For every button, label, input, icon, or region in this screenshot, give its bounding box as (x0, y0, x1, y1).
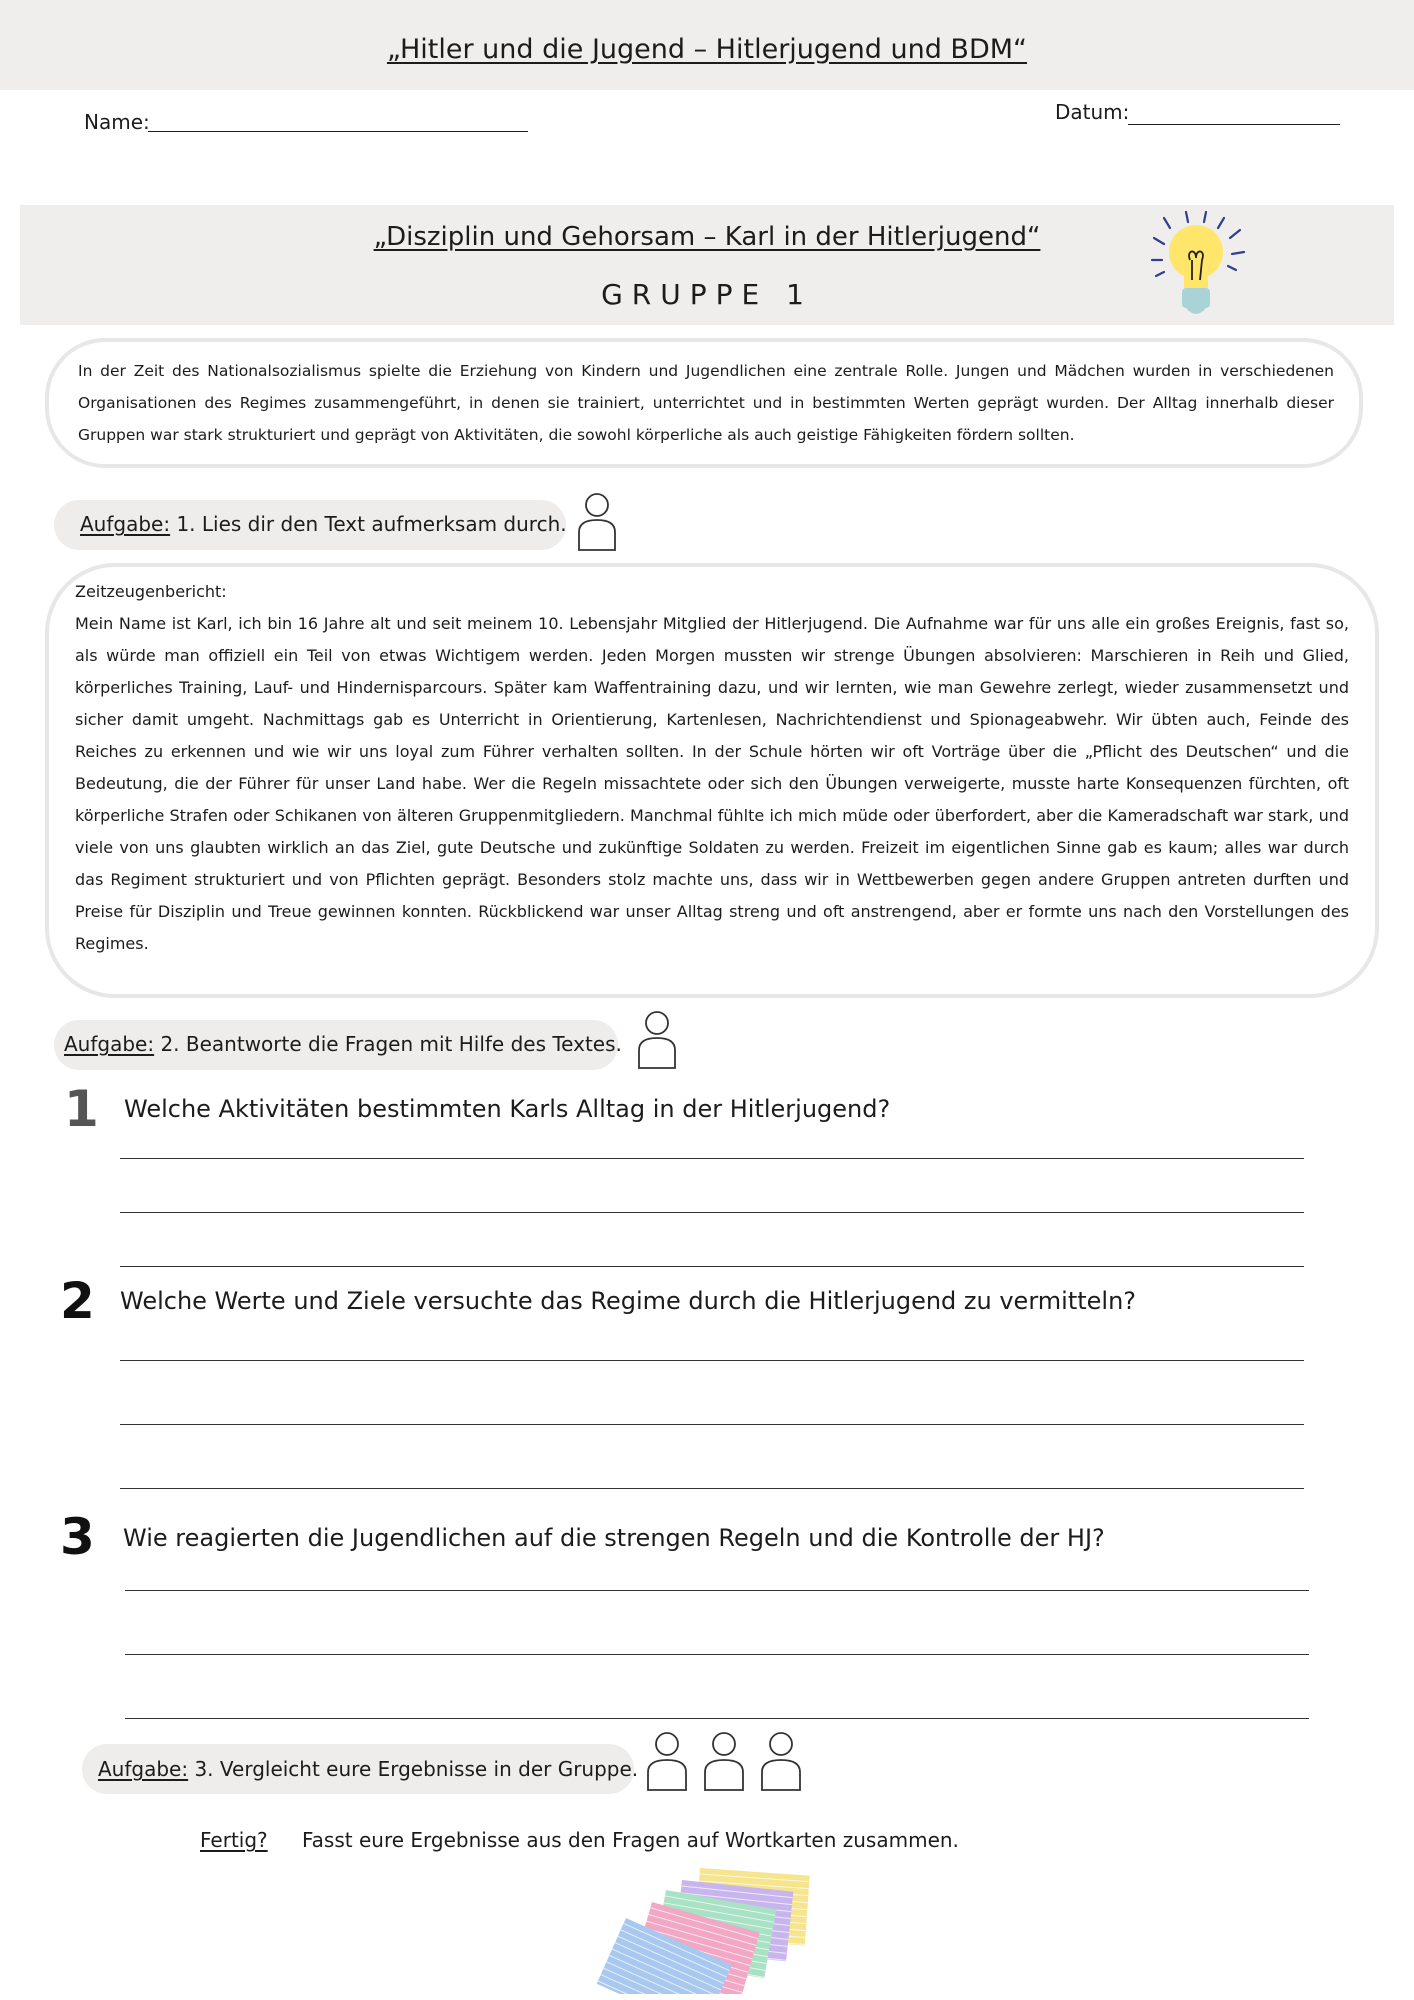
answer-line[interactable] (120, 1488, 1304, 1489)
finish-text: Fasst eure Ergebnisse aus den Fragen auf Wortkarten zusammen. (302, 1828, 959, 1852)
task-label: Aufgabe: (98, 1757, 189, 1781)
answer-line[interactable] (125, 1718, 1309, 1719)
worksheet-title: „Hitler und die Jugend – Hitlerjugend und BDM“ (386, 34, 1028, 65)
task-2-text (64, 1032, 622, 1056)
group-icon (644, 1730, 804, 1794)
finish-label: Fertig? (200, 1828, 268, 1852)
name-label: Name: (84, 110, 150, 134)
question-2-text: Welche Werte und Ziele versuchte das Regime durch die Hitlerjugend zu vermitteln? (120, 1287, 1137, 1315)
person-icon (634, 1010, 680, 1072)
answer-line[interactable] (120, 1158, 1304, 1159)
report-text: Mein Name ist Karl, ich bin 16 Jahre alt und seit meinem 10. Lebensjahr Mitglied der Hitlerjugend. Die Aufnahme war für uns alle ein großes Ereignis, fast so, als würde man offiziell ein Teil von etwas Wichtigem werden. Jeden Morgen mussten wir strenge Übungen absolvieren: Marschieren in Reih und Glied, körperliches Training, Lauf- und Hindernisparcours. Später kam Waffentraining dazu, und wir lernten, wie man Gewehre zerlegt, wieder zusammensetzt und sicher damit umgeht. Nachmittags gab es Unterricht in Orientierung, Kartenlesen, Nachrichtendienst und Spionageabwehr. Wir übten auch, Feinde des Reiches zu erkennen und wie wir uns loyal zum Führer verhalten sollten. In der Schule hörten wir oft Vorträge über die „Pflicht des Deutschen“ und die Bedeutung, die der Führer für unser Land habe. Wer die Regeln missachtete oder sich den Übungen verweigerte, musste harte Konsequenzen fürchten, oft körperliche Strafen oder Schikanen von älteren Gruppenmitgliedern. Manchmal fühlte ich mich müde oder überfordert, aber die Kameradschaft war stark, und viele von uns glaubten wirklich an das Ziel, gute Deutsche und zukünftige Soldaten zu werden. Freizeit im eigentlichen Sinne gab es kaum; alles war durch das Regiment strukturiert und von Pflichten geprägt. Besonders stolz machte uns, dass wir in Wettbewerben gegen andere Gruppen antreten durften und Preise für Disziplin und Treue gewinnen konnten. Rückblickend war unser Alltag streng und oft anstrengend, aber er formte uns nach den Vorstellungen des Regimes. (75, 614, 1349, 953)
answer-line[interactable] (125, 1654, 1309, 1655)
question-3-text: Wie reagierten die Jugendlichen auf die strengen Regeln und die Kontrolle der HJ? (123, 1524, 1105, 1552)
date-field[interactable] (1128, 124, 1340, 125)
intro-text: In der Zeit des Nationalsozialismus spielte die Erziehung von Kindern und Jugendlichen eine zentrale Rolle. Jungen und Mädchen wurden in verschiedenen Organisationen des Regimes zusammengeführt, in denen sie trainiert, unterrichtet und in bestimmten Werten geprägt wurden. Der Alltag innerhalb dieser Gruppen war stark strukturiert und geprägt von Aktivitäten, die sowohl körperliche als auch geistige Fähigkeiten fördern sollten. (78, 362, 1334, 444)
answer-line[interactable] (120, 1424, 1304, 1425)
person-icon (574, 492, 620, 554)
task-3-text (98, 1757, 638, 1781)
answer-line[interactable] (120, 1266, 1304, 1267)
task-instruction: 1. Lies dir den Text aufmerksam durch. (170, 512, 567, 536)
task-label: Aufgabe: (80, 512, 171, 536)
task-1-text (80, 512, 567, 536)
question-1-number: 1 (64, 1080, 99, 1138)
task-instruction: 3. Vergleicht eure Ergebnisse in der Gruppe. (188, 1757, 639, 1781)
task-instruction: 2. Beantworte die Fragen mit Hilfe des Textes. (154, 1032, 622, 1056)
report-heading: Zeitzeugenbericht: (75, 582, 227, 601)
answer-line[interactable] (125, 1590, 1309, 1591)
task-label: Aufgabe: (64, 1032, 155, 1056)
answer-line[interactable] (120, 1212, 1304, 1213)
question-3-number: 3 (60, 1508, 95, 1566)
question-2-number: 2 (60, 1272, 95, 1330)
lightbulb-icon (1148, 208, 1248, 326)
index-cards-icon (590, 1862, 830, 1994)
name-field[interactable] (148, 131, 528, 132)
question-1-text: Welche Aktivitäten bestimmten Karls Alltag in der Hitlerjugend? (124, 1095, 891, 1123)
answer-line[interactable] (120, 1360, 1304, 1361)
section-title: „Disziplin und Gehorsam – Karl in der Hitlerjugend“ (373, 222, 1041, 252)
date-label: Datum: (1055, 100, 1130, 124)
group-label: GRUPPE 1 (601, 278, 813, 311)
